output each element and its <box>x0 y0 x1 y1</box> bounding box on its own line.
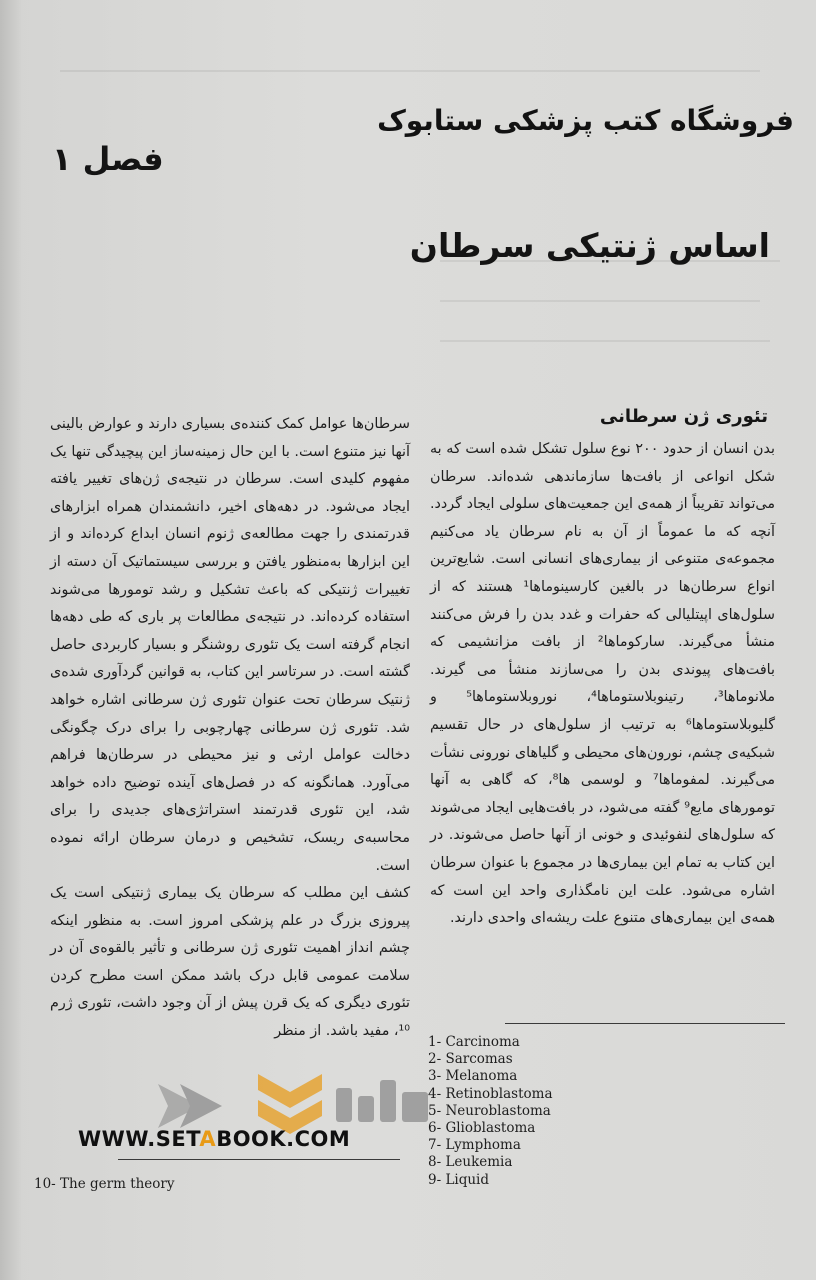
footnote-divider-left <box>118 1159 400 1160</box>
footnote-item: 1- Carcinoma <box>428 1034 520 1050</box>
footnote-item: 2- Sarcomas <box>428 1051 513 1068</box>
watermark-url-prefix: WWW.SET <box>78 1127 200 1151</box>
footnote-item: 5- Neuroblastoma <box>428 1102 551 1119</box>
footnote-germ-theory: 10- The germ theory <box>34 1176 175 1192</box>
footnote-item: 3- Melanoma <box>428 1068 518 1085</box>
footnote-item: 6- Glioblastoma <box>428 1120 536 1137</box>
footnote-divider-right <box>505 1023 785 1024</box>
watermark-url-suffix: BOOK.COM <box>216 1127 351 1151</box>
footnote-item: 8- Leukemia <box>428 1154 513 1171</box>
watermark-url <box>78 1127 350 1151</box>
page-binding-shadow <box>0 0 22 1280</box>
section-heading: تئوری ژن سرطانی <box>599 406 768 427</box>
footnote-item: 9- Liquid <box>428 1171 490 1188</box>
chapter-label: فصل ۱ <box>52 140 164 178</box>
left-paragraph-2: کشف این مطلب که سرطان یک بیماری ژنتیکی است یک پیروزی بزرگ در علم پزشکی امروز است. به منظور اینکه چشم انداز اهمیت تئوری ژن سرطانی و تأثیر بالقوه‌ی آن در سلامت عمومی قابل درک باشد ممکن است مطرح کردن تئوری دیگری که یک قرن پیش از آن وجود داشت، تئوری ژرم ¹⁰، مفید باشد. از منظر <box>50 885 410 1040</box>
left-paragraph-1: سرطان‌ها عوامل کمک کننده‌ی بسیاری دارند و عوارض بالینی آنها نیز متنوع است. با این حال زمینه‌ساز این پیچیدگی تنها یک مفهوم کلیدی است. سرطان در نتیجه‌ی ژن‌های تغییر یافته ایجاد می‌شود. در دهه‌های اخیر، دانشمندان همراه ابزارهای قدرتمندی را جهت مطالعه‌ی ژنوم انسان ابداع کرده‌اند و از این ابزارها به‌منظور یافتن و بررسی سیستماتیک آن دسته از تغییرات ژنتیکی که باعث تشکیل و رشد تومورها می‌شوند استفاده کرده‌اند. در نتیجه‌ی مطالعات پر باری که طی دهه‌ها انجام گرفته است یک تئوری روشنگر و بسیار کاربردی حاصل گشته است. در سرتاسر این کتاب، به قوانین گردآوری شده‌ی ژنتیک سرطان تحت عنوان تئوری ژن سرطانی اشاره خواهد شد. تئوری ژن سرطانی چهارچوبی را برای درک چگونگی دخالت عوامل ارثی و نیز محیطی در سرطان‌ها فراهم می‌آورد. همانگونه که در فصل‌های آینده توضیح داده خواهد شد، این تئوری قدرتمند استراتژی‌های جدیدی را برای محاسبه‌ی ریسک، تشخیص و درمان سرطان ارائه نموده است. <box>50 416 410 874</box>
watermark-url-o: A <box>199 1127 217 1151</box>
right-paragraph: بدن انسان از حدود ۲۰۰ نوع سلول تشکل شده است که به شکل انواعی از بافت‌ها سازماندهی شده‌اند. سرطان می‌تواند تقریباً از همه‌ی این جمعیت‌های سلولی ایجاد گردد. آنچه که ما عموماً از آن به نام سرطان یاد می‌کنیم مجموعه‌ی متنوعی از بیماری‌های انسانی است. شایع‌ترین انواع سرطان‌ها در بالغین کارسینوماها¹ هستند که از سلول‌های اپیتلیالی که حفرات و غدد بدن را فرش می‌کنند منشأ می‌گیرند. سارکوماها² از بافت مزانشیمی که بافت‌های پیوندی بدن را می‌سازند منشأ می گیرند. ملانوماها³، رتینوبلاستوماها⁴، نوروبلاستوماها⁵ و گلیوبلاستوماها⁶ به ترتیب از سلول‌های در حال تقسیم شبکیه‌ی چشم، نورون‌های محیطی و گلیاهای نورونی نشأت می‌گیرند. لمفوماها⁷ و لوسمی ها⁸، که گاهی به آنها تومورهای مایع⁹ گفته می‌شود، در بافت‌هایی ایجاد می‌شوند که سلول‌های لنفوئیدی و خونی از آنها حاصل می‌شوند. در این کتاب به تمام این بیماری‌ها در مجموع با عنوان سرطان اشاره می‌شود. علت این نامگذاری واحد این است که همه‌ی این بیماری‌های متنوع علت ریشه‌ای واحدی دارند. <box>430 441 776 927</box>
chapter-title: اساس ژنتیکی سرطان <box>409 226 770 265</box>
footnote-item: 4- Retinoblastoma <box>428 1085 553 1102</box>
footnotes-list <box>428 1034 628 1189</box>
store-title: فروشگاه کتب پزشکی ستابوک <box>377 104 794 137</box>
left-text-column <box>50 411 410 1046</box>
footnote-item: 7- Lymphoma <box>428 1137 521 1154</box>
right-text-column <box>430 436 775 933</box>
